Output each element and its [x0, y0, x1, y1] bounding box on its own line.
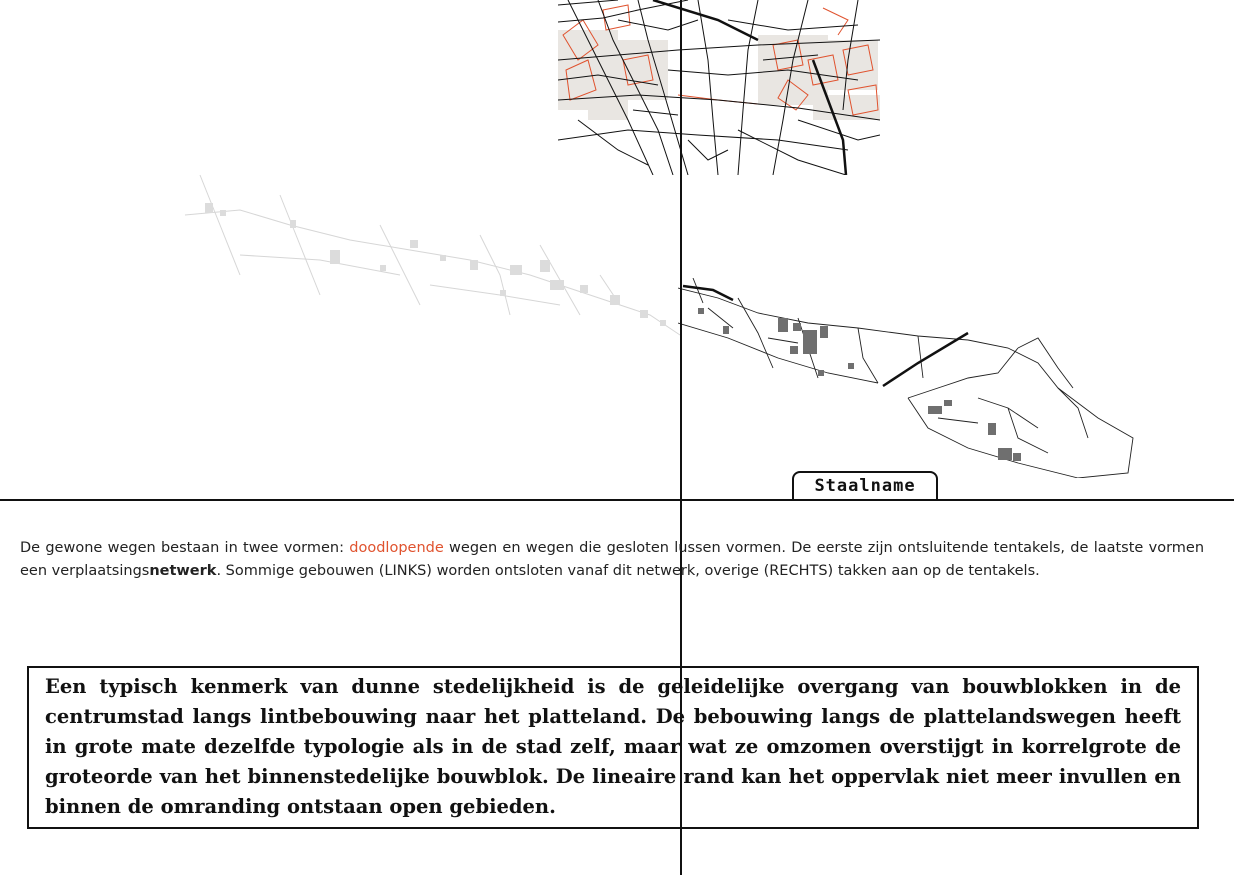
caption-part-1: De gewone wegen bestaan in twee vormen: — [20, 540, 350, 556]
city-road-map — [558, 0, 880, 175]
summary-text: Een typisch kenmerk van dunne stedelijkheid is de geleidelijke overgang van bouwblokken in de centrumstad langs lintbebouwing naar het platteland. De bebouwing langs de plattelandswegen heeft in grote mate dezelfde typologie als in de stad zelf, maar wat ze omzomen overstijgt in korrelgrote de groteorde van het binnenstedelijke bouwblok. De lineaire rand kan het oppervlak niet meer invullen en binnen de omranding ontstaan open gebieden. — [45, 675, 1181, 818]
sample-label-tab: Staalname — [792, 471, 938, 499]
caption-paragraph — [20, 537, 1204, 583]
sample-area-map — [678, 278, 1143, 478]
sample-roads — [678, 278, 1133, 478]
caption-part-2: wegen en wegen die gesloten lussen vormen. De eerste zijn ontsluitende tentakels, de laatste vormen een verplaatsings — [20, 540, 1205, 579]
caption-highlight: doodlopende — [349, 540, 444, 556]
caption-part-3: . Sommige gebouwen (LINKS) worden ontsloten vanaf dit netwerk, overige (RECHTS) takken aan op de tentakels. — [216, 563, 1040, 579]
summary-box — [27, 666, 1199, 829]
faded-rural-map — [180, 165, 685, 345]
horizontal-divider — [0, 499, 1234, 501]
caption-bold: netwerk — [149, 563, 217, 579]
faded-roads — [185, 175, 680, 335]
faded-buildings — [205, 203, 666, 326]
sample-buildings — [698, 308, 1021, 461]
